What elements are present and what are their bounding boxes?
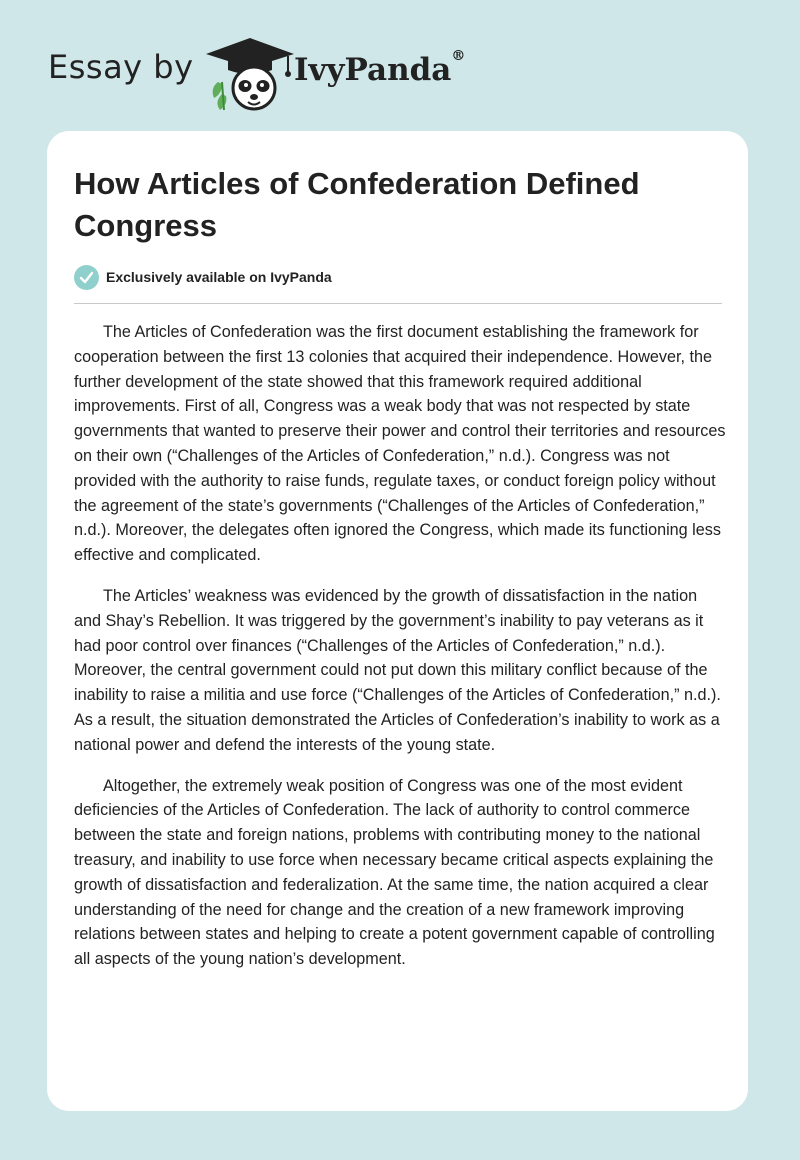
- essay-body: [74, 320, 726, 988]
- essay-by-label: Essay by: [48, 48, 194, 86]
- registered-mark: ®: [451, 48, 466, 64]
- essay-paragraph-3: Altogether, the extremely weak position of Congress was one of the most evident deficiencies of the Articles of Confederation. The lack of authority to control commerce between the state and foreign nations, problems with contributing money to the national treasury, and inability to use force when necessary became critical aspects explaining the growth of dissatisfaction and federalization. At the same time, the nation acquired a clear understanding of the need for change and the creation of a new framework improving relations between states and helping to create a potent government capable of controlling all aspects of the young nation’s development.: [74, 776, 715, 969]
- exclusive-badge: [74, 264, 332, 290]
- site-header: [48, 30, 548, 110]
- brand-name-text: IvyPanda: [294, 52, 452, 88]
- panda-logo-icon[interactable]: [200, 32, 300, 112]
- ivypanda-brand[interactable]: [294, 48, 466, 88]
- exclusive-badge-label: Exclusively available on IvyPanda: [106, 269, 332, 285]
- title-divider: [74, 303, 722, 304]
- essay-card: [47, 131, 748, 1111]
- essay-paragraph-2: The Articles’ weakness was evidenced by the growth of dissatisfaction in the nation and Shay’s Rebellion. It was triggered by the government’s inability to pay veterans as it had poor control over finances (“Challenges of the Articles of Confederation,” n.d.). Moreover, the central government could not put down this military conflict because of the inability to raise a militia and use force (“Challenges of the Articles of Confederation,” n.d.). As a result, the situation demonstrated the Articles of Confederation’s inability to work as a national power and defend the interests of the young state.: [74, 586, 721, 754]
- page-title: How Articles of Confederation Defined Congress: [74, 166, 640, 243]
- check-circle-icon: [74, 265, 99, 290]
- essay-paragraph-1: The Articles of Confederation was the first document establishing the framework for cooperation between the first 13 colonies that acquired their independence. However, the further development of the state showed that this framework required additional improvements. First of all, Congress was a weak body that was not respected by state governments that wanted to preserve their power and control their territories and resources on their own (“Challenges of the Articles of Confederation,” n.d.). Congress was not provided with the authority to raise funds, regulate taxes, or conduct foreign policy without the agreement of the state’s governments (“Challenges of the Articles of Confederation,” n.d.). Moreover, the delegates often ignored the Congress, which made its functioning less effective and complicated.: [74, 323, 726, 565]
